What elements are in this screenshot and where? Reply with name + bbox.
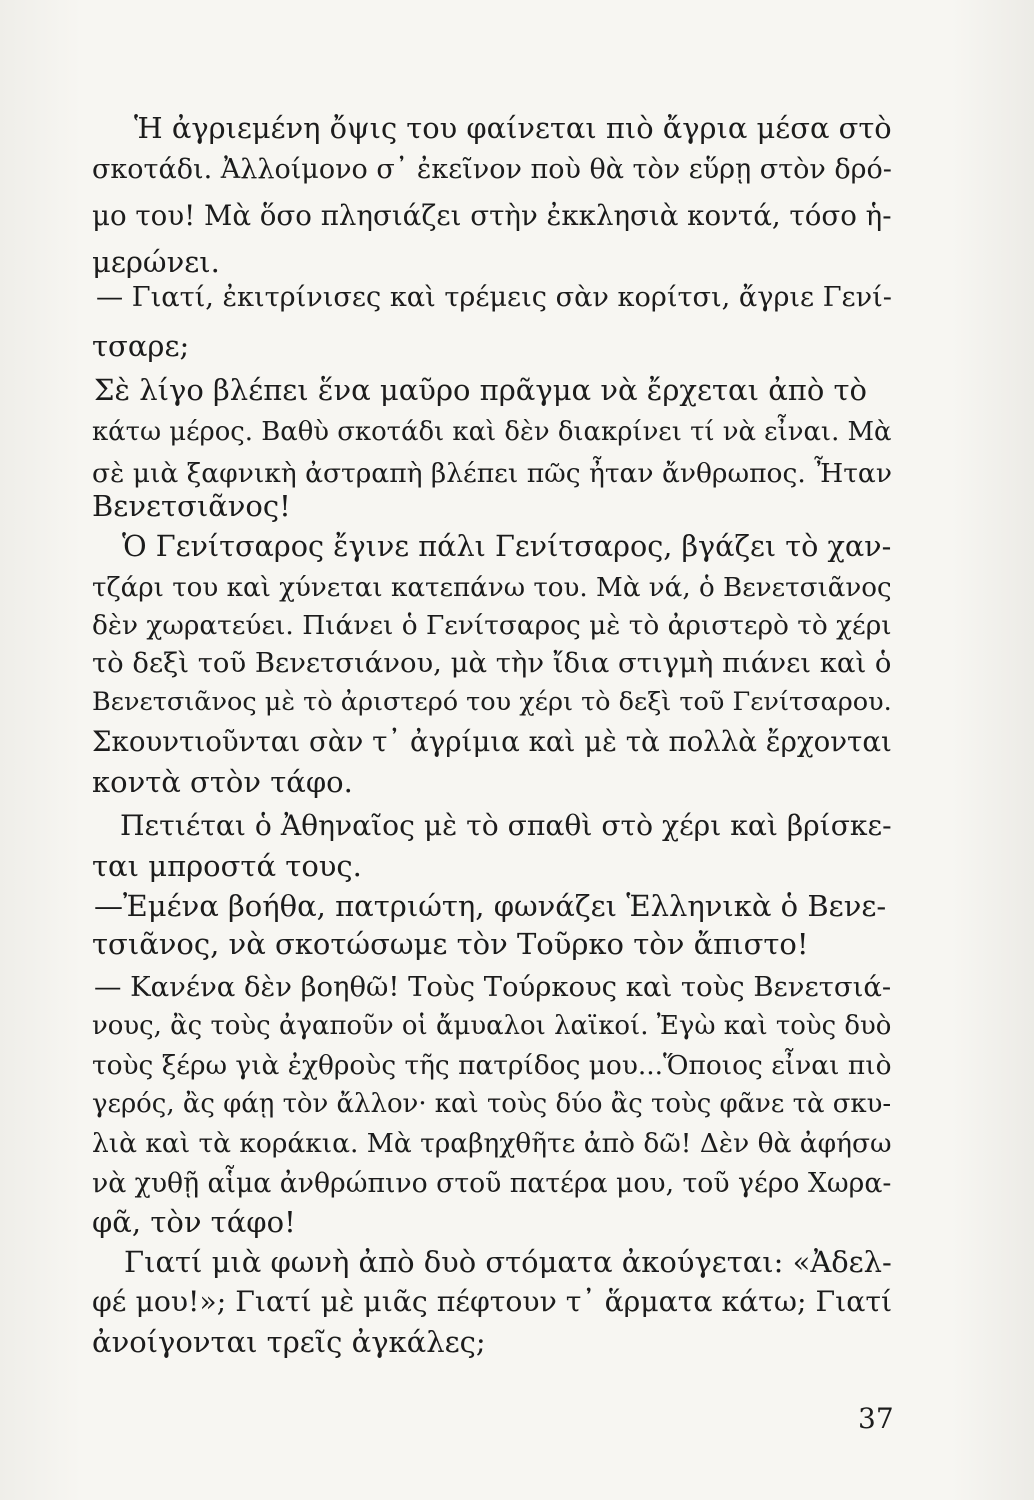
text-line: — Γιατί, ἐκιτρίνισες καὶ τρέμεις σὰν κορίτσι, ἄγριε Γενί- bbox=[96, 282, 892, 313]
text-line: Βενετσιᾶνος! bbox=[92, 489, 291, 523]
text-line: σκοτάδι. Ἀλλοίμονο σ᾽ ἐκεῖνον ποὺ θὰ τὸν εὕρῃ στὸν δρό- bbox=[92, 154, 892, 185]
text-line: ται μπροστά τους. bbox=[92, 849, 362, 883]
text-line: φᾶ, τὸν τάφο! bbox=[92, 1205, 296, 1239]
text-line: Γιατί μιὰ φωνὴ ἀπὸ δυὸ στόματα ἀκούγεται: «Ἀδελ- bbox=[124, 1245, 892, 1279]
text-line: — Κανένα δὲν βοηθῶ! Τοὺς Τούρκους καὶ τοὺς Βενετσιά- bbox=[94, 972, 892, 1003]
text-line: νὰ χυθῇ αἷμα ἀνθρώπινο στοῦ πατέρα μου, τοῦ γέρο Χωρα- bbox=[92, 1168, 892, 1199]
text-line: Σὲ λίγο βλέπει ἕνα μαῦρο πρᾶγμα νὰ ἔρχεται ἀπὸ τὸ bbox=[94, 373, 868, 407]
text-line: κοντὰ στὸν τάφο. bbox=[92, 765, 353, 799]
text-line: τσιᾶνος, νὰ σκοτώσωμε τὸν Τοῦρκο τὸν ἄπιστο! bbox=[92, 927, 809, 961]
text-line: λιὰ καὶ τὰ κοράκια. Μὰ τραβηχθῆτε ἀπὸ δῶ! Δὲν θὰ ἀφήσω bbox=[92, 1128, 892, 1159]
text-line: Ἡ ἀγριεμένη ὄψις του φαίνεται πιὸ ἄγρια μέσα στὸ bbox=[134, 111, 892, 145]
text-line: δὲν χωρατεύει. Πιάνει ὁ Γενίτσαρος μὲ τὸ ἀριστερὸ τὸ χέρι bbox=[92, 611, 892, 641]
text-line: γερός, ἂς φάῃ τὸν ἄλλον· καὶ τοὺς δύο ἂς τοὺς φᾶνε τὰ σκυ- bbox=[92, 1089, 892, 1119]
text-line: τζάρι του καὶ χύνεται κατεπάνω του. Μὰ νά, ὁ Βενετσιᾶνος bbox=[92, 573, 892, 603]
text-line: σὲ μιὰ ξαφνικὴ ἀστραπὴ βλέπει πῶς ἦταν ἄνθρωπος. Ἦταν bbox=[92, 458, 892, 489]
page-number: 37 bbox=[858, 1402, 894, 1435]
text-line: κάτω μέρος. Βαθὺ σκοτάδι καὶ δὲν διακρίνει τί νὰ εἶναι. Μὰ bbox=[92, 417, 892, 447]
text-line: νους, ἂς τοὺς ἀγαποῦν οἱ ἄμυαλοι λαϊκοί. Ἐγὼ καὶ τοὺς δυὸ bbox=[92, 1011, 892, 1041]
text-line: τοὺς ξέρω γιὰ ἐχθροὺς τῆς πατρίδος μου...Ὅποιος εἶναι πιὸ bbox=[92, 1050, 892, 1081]
text-line: μο του! Μὰ ὅσο πλησιάζει στὴν ἐκκλησιὰ κοντά, τόσο ἡ- bbox=[92, 199, 892, 232]
text-line: Πετιέται ὁ Ἀθηναῖος μὲ τὸ σπαθὶ στὸ χέρι καὶ βρίσκε- bbox=[120, 809, 892, 842]
text-line: —Ἐμένα βοήθα, πατριώτη, φωνάζει Ἑλληνικὰ ὁ Βενε- bbox=[94, 889, 887, 923]
text-line: φέ μου!»; Γιατί μὲ μιᾶς πέφτουν τ᾽ ἅρματα κάτω; Γιατί bbox=[92, 1285, 893, 1318]
text-line: ἀνοίγονται τρεῖς ἀγκάλες; bbox=[92, 1325, 486, 1359]
text-line: Σκουντιοῦνται σὰν τ᾽ ἀγρίμια καὶ μὲ τὰ πολλὰ ἔρχονται bbox=[92, 725, 892, 758]
text-line: Βενετσιᾶνος μὲ τὸ ἀριστερό του χέρι τὸ δεξὶ τοῦ Γενίτσαρου. bbox=[92, 687, 892, 717]
text-line: Ὁ Γενίτσαρος ἔγινε πάλι Γενίτσαρος, βγάζει τὸ χαν- bbox=[122, 529, 892, 563]
text-line: τσαρε; bbox=[92, 329, 190, 363]
text-line: τὸ δεξὶ τοῦ Βενετσιάνου, μὰ τὴν ἴδια στιγμὴ πιάνει καὶ ὁ bbox=[92, 648, 892, 679]
text-line: μερώνει. bbox=[92, 245, 220, 279]
